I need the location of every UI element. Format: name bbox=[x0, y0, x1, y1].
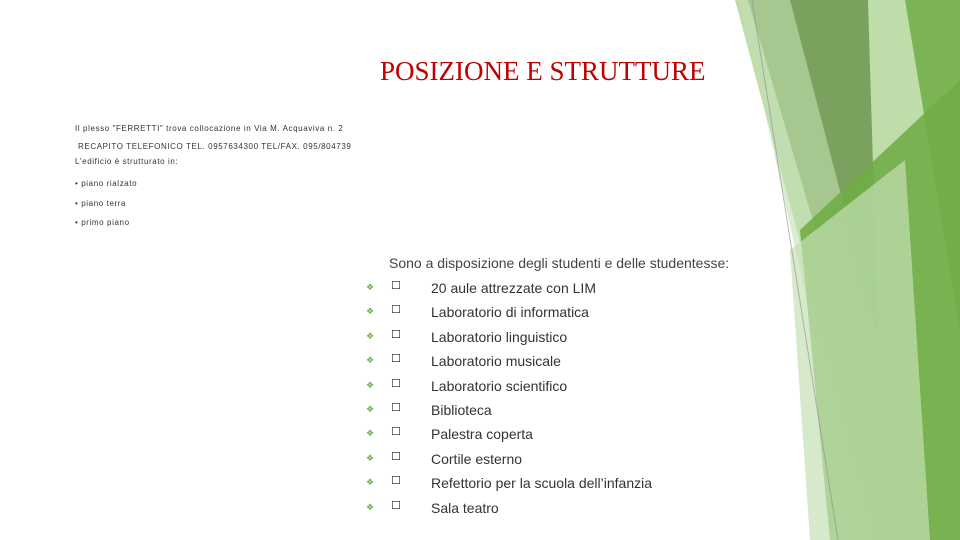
list-item: ❖ ☐ 20 aule attrezzate con LIM bbox=[366, 279, 596, 296]
list-item: ❖ ☐ Palestra coperta bbox=[366, 425, 533, 443]
list-item: ❖ ☐ Laboratorio di informatica bbox=[366, 303, 589, 321]
checkbox-icon: ☐ bbox=[391, 279, 401, 292]
checkbox-icon: ☐ bbox=[391, 352, 401, 366]
fancy-bullet-icon: ❖ bbox=[366, 356, 375, 367]
facilities-list bbox=[366, 278, 786, 522]
checkbox-icon: ☐ bbox=[391, 449, 401, 463]
list-item: ❖ ☐ Sala teatro bbox=[366, 498, 499, 516]
facilities-intro: Sono a disposizione degli studenti e delle studentesse: bbox=[389, 255, 730, 271]
info-line-floor-1: • piano rialzato bbox=[75, 179, 138, 188]
checkbox-icon: ☐ bbox=[391, 425, 401, 439]
fancy-bullet-icon: ❖ bbox=[366, 380, 375, 391]
info-line-location: Il plesso "FERRETTI" trova collocazione in Via M. Acquaviva n. 2 bbox=[75, 124, 344, 133]
list-item: ❖ ☐ Laboratorio musicale bbox=[366, 352, 561, 370]
fancy-bullet-icon: ❖ bbox=[366, 404, 375, 415]
checkbox-icon: ☐ bbox=[391, 474, 401, 488]
checkbox-icon: ☐ bbox=[391, 303, 401, 317]
checkbox-icon: ☐ bbox=[391, 376, 401, 390]
info-line-structure: L'edificio è strutturato in: bbox=[75, 157, 179, 166]
checkbox-icon: ☐ bbox=[391, 327, 401, 341]
checkbox-icon: ☐ bbox=[391, 498, 401, 512]
fancy-bullet-icon: ❖ bbox=[366, 502, 375, 513]
slide-title: POSIZIONE E STRUTTURE bbox=[380, 56, 706, 86]
fancy-bullet-icon: ❖ bbox=[366, 429, 375, 440]
fancy-bullet-icon: ❖ bbox=[366, 331, 375, 342]
fancy-bullet-icon: ❖ bbox=[366, 283, 375, 293]
info-line-floor-2: • piano terra bbox=[75, 199, 127, 208]
fancy-bullet-icon: ❖ bbox=[366, 453, 375, 464]
fancy-bullet-icon: ❖ bbox=[366, 478, 375, 489]
list-item: ❖ ☐ Refettorio per la scuola dell’infanzia bbox=[366, 474, 653, 492]
list-item: ❖ ☐ Cortile esterno bbox=[366, 449, 523, 467]
list-item: ❖ ☐ Biblioteca bbox=[366, 400, 492, 418]
list-item: ❖ ☐ Laboratorio scientifico bbox=[366, 376, 568, 394]
info-line-floor-3: • primo piano bbox=[75, 218, 130, 227]
list-item: ❖ ☐ Laboratorio linguistico bbox=[366, 327, 568, 345]
fancy-bullet-icon: ❖ bbox=[366, 307, 375, 318]
info-line-phone: RECAPITO TELEFONICO TEL. 0957634300 TEL/FAX. 095/804739 bbox=[78, 142, 352, 151]
checkbox-icon: ☐ bbox=[391, 400, 401, 414]
